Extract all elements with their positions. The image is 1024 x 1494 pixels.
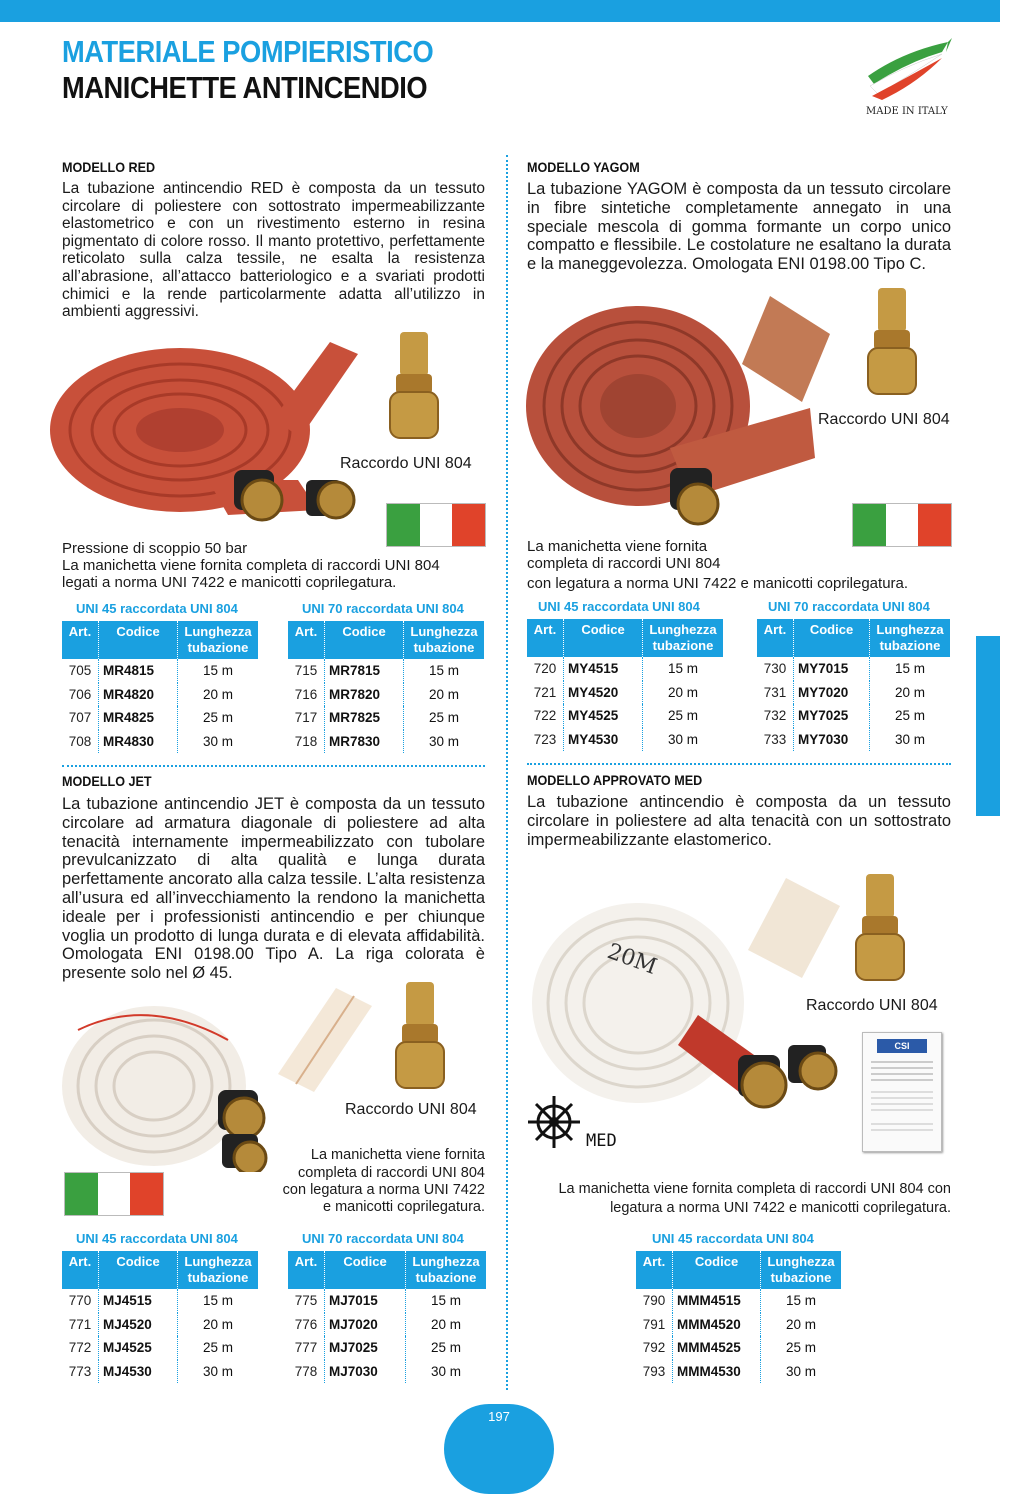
cell-codice: MR7820 [325, 683, 404, 707]
column-header-art: Art. [288, 1251, 325, 1289]
section-heading-jet: MODELLO JET [62, 773, 152, 789]
table-row [62, 683, 258, 707]
column-header-codice: Codice [325, 1251, 406, 1289]
cell-codice: MMM4530 [673, 1360, 761, 1384]
table-row [757, 704, 950, 728]
table-row [636, 1313, 841, 1337]
column-header-codice: Codice [99, 1251, 178, 1289]
column-header-lunghezza-line1: Lunghezza [649, 622, 717, 637]
italian-flag-jet [64, 1172, 164, 1216]
cell-lunghezza: 15 m [428, 663, 459, 679]
cell-art: 715 [288, 659, 325, 683]
cell-lunghezza: 15 m [667, 661, 698, 677]
cell-art: 771 [62, 1313, 99, 1337]
cell-codice: MR4825 [99, 706, 178, 730]
cell-codice: MJ4530 [99, 1360, 178, 1384]
table-header-row [288, 1251, 486, 1289]
section-text-jet: La tubazione antincendio JET è composta da un tessuto circolare ad armatura diagonale di poliestere ad alta tenacità internamente impermeabilizzato con tubolare prevulcanizzato di alta qualità e lunga durata perfettamente ancorato alla calza tessile. L’alta resistenza all’usura ed all’invecchiamento la rendono la manichetta ideale per i professionisti antincendio e per chiunque voglia un prodotto di lunga durata e di elevata affidabilità. Omologata ENI 0198.00 Tipo A. La riga colorata è presente solo nel Ø 45. [62, 795, 485, 983]
table-header-row [62, 621, 258, 659]
column-header-art: Art. [288, 621, 325, 659]
cell-lunghezza: 15 m [894, 661, 925, 677]
table-caption-jet-70: UNI 70 raccordata UNI 804 [302, 1231, 464, 1246]
cell-lunghezza: 15 m [202, 663, 233, 679]
jet-note-line4: e manicotti coprilegatura. [323, 1199, 485, 1215]
section-heading-yagom: MODELLO YAGOM [527, 159, 640, 175]
jet-note-line3: con legatura a norma UNI 7422 [282, 1182, 485, 1198]
page-title: MATERIALE POMPIERISTICO [62, 34, 434, 69]
cell-codice: MJ7025 [325, 1336, 406, 1360]
jet-note-line2: completa di raccordi UNI 804 [298, 1165, 485, 1181]
uni804-coupling-image-med [850, 872, 910, 984]
yagom-note-line1: La manichetta viene fornita [527, 538, 708, 555]
cell-codice: MR7815 [325, 659, 404, 683]
cell-lunghezza: 30 m [202, 733, 233, 749]
table-row [636, 1289, 841, 1313]
cell-lunghezza: 30 m [894, 731, 925, 747]
column-header-lunghezza [870, 619, 951, 657]
cell-art: 733 [757, 728, 794, 752]
table-caption-red-70: UNI 70 raccordata UNI 804 [302, 601, 464, 616]
italian-flag-yagom [852, 503, 952, 547]
table-row [757, 681, 950, 705]
yagom-note-line3: con legatura a norma UNI 7422 e manicotti coprilegatura. [527, 575, 909, 592]
cell-art: 717 [288, 706, 325, 730]
table-caption-jet-45: UNI 45 raccordata UNI 804 [76, 1231, 238, 1246]
red-note-line1: Pressione di scoppio 50 bar [62, 540, 248, 557]
column-header-lunghezza-line1: Lunghezza [184, 1254, 252, 1269]
column-header-lunghezza-line2: tubazione [415, 1270, 477, 1285]
table-row [288, 659, 484, 683]
med-mark-label: MED [586, 1131, 617, 1151]
column-header-lunghezza-line2: tubazione [413, 640, 475, 655]
italian-flag-red [386, 503, 486, 547]
cell-art: 772 [62, 1336, 99, 1360]
cell-art: 778 [288, 1360, 325, 1384]
section-text-yagom: La tubazione YAGOM è composta da un tessuto circolare in fibre sintetiche completamente annegato in una speciale mescola di gomma formante un corpo unico compatto e flessibile. Le costolature ne esaltano la durata e la maneggevolezza. Omologata ENI 0198.00 Tipo C. [527, 180, 951, 274]
table-row [288, 706, 484, 730]
cell-lunghezza: 30 m [202, 1363, 233, 1379]
cell-codice: MJ4520 [99, 1313, 178, 1337]
cell-art: 718 [288, 730, 325, 754]
table-row [62, 706, 258, 730]
uni804-coupling-image-red [384, 330, 444, 442]
table-jet-45 [62, 1251, 258, 1383]
cell-art: 776 [288, 1313, 325, 1337]
column-divider [506, 155, 508, 1390]
column-header-lunghezza-line2: tubazione [652, 638, 714, 653]
table-header-row [62, 1251, 258, 1289]
cell-codice: MR7825 [325, 706, 404, 730]
cell-codice: MY4520 [564, 681, 643, 705]
section-text-red: La tubazione antincendio RED è composta da un tessuto circolare di poliestere con sottostrato impermeabilizzante elastometrico e con un rivestimento esterno in resina pigmentato di colore rosso. Il manto protettivo, perfettamente reticolato sulla calza tessile, ne esalta la resistenza all’abrasione, all’attacco batteriologico e a svariati prodotti chimici e la rende particolarmente adatta all’utilizzo in ambienti aggressivi. [62, 180, 485, 321]
table-header-row [757, 619, 950, 657]
cell-lunghezza: 20 m [894, 684, 925, 700]
cell-lunghezza: 20 m [428, 686, 459, 702]
table-jet-70 [288, 1251, 486, 1383]
cell-codice: MY4515 [564, 657, 643, 681]
cell-art: 721 [527, 681, 564, 705]
cell-art: 777 [288, 1336, 325, 1360]
csi-logo: CSI [877, 1039, 927, 1053]
cell-lunghezza: 25 m [785, 1340, 816, 1356]
cell-codice: MJ4515 [99, 1289, 178, 1313]
cell-codice: MMM4520 [673, 1313, 761, 1337]
cell-lunghezza: 25 m [202, 1340, 233, 1356]
column-header-lunghezza-line2: tubazione [879, 638, 941, 653]
cell-art: 705 [62, 659, 99, 683]
cell-art: 716 [288, 683, 325, 707]
column-header-lunghezza-line2: tubazione [187, 640, 249, 655]
cell-codice: MJ7015 [325, 1289, 406, 1313]
table-med-45 [636, 1251, 841, 1383]
table-caption-yagom-70: UNI 70 raccordata UNI 804 [768, 599, 930, 614]
cell-lunghezza: 25 m [667, 708, 698, 724]
cell-codice: MY7020 [794, 681, 870, 705]
table-caption-red-45: UNI 45 raccordata UNI 804 [76, 601, 238, 616]
table-row [636, 1336, 841, 1360]
jet-note-line1: La manichetta viene fornita [310, 1147, 485, 1163]
cell-lunghezza: 20 m [202, 686, 233, 702]
cell-lunghezza: 15 m [785, 1293, 816, 1309]
cell-art: 722 [527, 704, 564, 728]
column-header-art: Art. [527, 619, 564, 657]
column-header-lunghezza-line2: tubazione [187, 1270, 249, 1285]
cell-lunghezza: 30 m [667, 731, 698, 747]
table-yagom-45 [527, 619, 723, 751]
cell-art: 707 [62, 706, 99, 730]
cell-art: 773 [62, 1360, 99, 1384]
red-note-line2: La manichetta viene fornita completa di raccordi UNI 804 [62, 557, 440, 574]
made-in-italy-logo [862, 38, 954, 100]
raccordo-label-red: Raccordo UNI 804 [340, 455, 472, 472]
table-row [288, 683, 484, 707]
cell-art: 770 [62, 1289, 99, 1313]
column-header-lunghezza [404, 621, 485, 659]
column-header-codice: Codice [325, 621, 404, 659]
table-caption-med-45: UNI 45 raccordata UNI 804 [652, 1231, 814, 1246]
section-text-med: La tubazione antincendio è composta da un tessuto circolare in poliestere ad alta tenacità con un sottostrato impermeabilizzante elastomerico. [527, 793, 951, 849]
cell-lunghezza: 15 m [430, 1293, 461, 1309]
column-header-art: Art. [62, 621, 99, 659]
cell-lunghezza: 20 m [785, 1316, 816, 1332]
column-header-lunghezza-line1: Lunghezza [410, 624, 478, 639]
table-header-row [636, 1251, 841, 1289]
section-heading-red: MODELLO RED [62, 159, 156, 175]
table-row [527, 657, 723, 681]
column-header-lunghezza [178, 621, 259, 659]
table-row [62, 1336, 258, 1360]
table-row [62, 1289, 258, 1313]
raccordo-label-med: Raccordo UNI 804 [806, 997, 938, 1014]
cell-art: 723 [527, 728, 564, 752]
table-row [288, 1336, 486, 1360]
cell-codice: MJ7020 [325, 1313, 406, 1337]
column-header-lunghezza-line1: Lunghezza [184, 624, 252, 639]
cell-art: 731 [757, 681, 794, 705]
med-hose-sample-image [746, 876, 842, 980]
table-yagom-70 [757, 619, 950, 751]
row-divider-right [527, 763, 951, 765]
cell-codice: MMM4515 [673, 1289, 761, 1313]
side-index-tab [976, 636, 1000, 816]
column-header-lunghezza [178, 1251, 259, 1289]
cell-lunghezza: 15 m [202, 1293, 233, 1309]
cell-art: 790 [636, 1289, 673, 1313]
cell-lunghezza: 25 m [202, 710, 233, 726]
table-header-row [527, 619, 723, 657]
column-header-lunghezza [761, 1251, 842, 1289]
table-red-70 [288, 621, 484, 753]
med-hose-print: 20M [603, 939, 660, 980]
column-header-lunghezza-line2: tubazione [770, 1270, 832, 1285]
cell-lunghezza: 30 m [430, 1363, 461, 1379]
med-note-line1: La manichetta viene fornita completa di raccordi UNI 804 con [558, 1181, 951, 1197]
table-row [288, 1313, 486, 1337]
cell-codice: MJ7030 [325, 1360, 406, 1384]
cell-art: 706 [62, 683, 99, 707]
cell-lunghezza: 25 m [894, 708, 925, 724]
top-accent-bar [0, 0, 1000, 22]
cell-codice: MR7830 [325, 730, 404, 754]
section-heading-med: MODELLO APPROVATO MED [527, 772, 703, 788]
csi-certificate-image [862, 1032, 942, 1152]
column-header-codice: Codice [673, 1251, 761, 1289]
cell-codice: MY4525 [564, 704, 643, 728]
cell-codice: MMM4525 [673, 1336, 761, 1360]
cell-art: 708 [62, 730, 99, 754]
table-caption-yagom-45: UNI 45 raccordata UNI 804 [538, 599, 700, 614]
column-header-codice: Codice [564, 619, 643, 657]
column-header-lunghezza-line1: Lunghezza [767, 1254, 835, 1269]
table-header-row [288, 621, 484, 659]
cell-art: 732 [757, 704, 794, 728]
table-row [527, 728, 723, 752]
cell-codice: MR4830 [99, 730, 178, 754]
cell-codice: MY4530 [564, 728, 643, 752]
table-row [62, 1360, 258, 1384]
cell-lunghezza: 20 m [202, 1316, 233, 1332]
table-row [62, 659, 258, 683]
page-subtitle: MANICHETTE ANTINCENDIO [62, 70, 428, 105]
table-row [288, 1360, 486, 1384]
uni804-coupling-image-yagom [862, 286, 922, 398]
cell-lunghezza: 20 m [667, 684, 698, 700]
med-wheelmark-icon [524, 1092, 584, 1152]
cell-lunghezza: 30 m [785, 1363, 816, 1379]
cell-art: 775 [288, 1289, 325, 1313]
cell-codice: MY7030 [794, 728, 870, 752]
raccordo-label-jet: Raccordo UNI 804 [345, 1101, 477, 1118]
cell-lunghezza: 25 m [428, 710, 459, 726]
column-header-art: Art. [636, 1251, 673, 1289]
column-header-lunghezza-line1: Lunghezza [876, 622, 944, 637]
column-header-codice: Codice [794, 619, 870, 657]
table-row [757, 728, 950, 752]
table-row [636, 1360, 841, 1384]
red-hose-sample-image [272, 340, 362, 440]
column-header-art: Art. [757, 619, 794, 657]
column-header-art: Art. [62, 1251, 99, 1289]
table-row [527, 681, 723, 705]
cell-lunghezza: 30 m [428, 733, 459, 749]
row-divider-left [62, 765, 485, 767]
raccordo-label-yagom: Raccordo UNI 804 [818, 411, 950, 428]
cell-art: 793 [636, 1360, 673, 1384]
column-header-lunghezza [643, 619, 724, 657]
table-row [288, 1289, 486, 1313]
med-note-line2: legatura a norma UNI 7422 e manicotti coprilegatura. [610, 1200, 951, 1216]
made-in-italy-label: MADE IN ITALY [866, 106, 948, 117]
cell-art: 792 [636, 1336, 673, 1360]
cell-codice: MR4820 [99, 683, 178, 707]
uni804-coupling-image-jet [390, 980, 450, 1092]
column-header-codice: Codice [99, 621, 178, 659]
cell-codice: MJ4525 [99, 1336, 178, 1360]
cell-codice: MY7015 [794, 657, 870, 681]
cell-art: 791 [636, 1313, 673, 1337]
column-header-lunghezza-line1: Lunghezza [412, 1254, 480, 1269]
cell-lunghezza: 25 m [430, 1340, 461, 1356]
cell-codice: MR4815 [99, 659, 178, 683]
page-number: 197 [488, 1409, 510, 1424]
red-note-line3: legati a norma UNI 7422 e manicotti coprilegatura. [62, 574, 397, 591]
yagom-hose-sample-image [740, 294, 832, 404]
table-row [62, 1313, 258, 1337]
cell-lunghezza: 20 m [430, 1316, 461, 1332]
cell-art: 730 [757, 657, 794, 681]
table-row [288, 730, 484, 754]
yagom-note-line2: completa di raccordi UNI 804 [527, 555, 721, 572]
table-red-45 [62, 621, 258, 753]
cell-codice: MY7025 [794, 704, 870, 728]
jet-hose-sample-image [276, 986, 374, 1096]
column-header-lunghezza [406, 1251, 487, 1289]
cell-art: 720 [527, 657, 564, 681]
table-row [527, 704, 723, 728]
table-row [757, 657, 950, 681]
table-row [62, 730, 258, 754]
